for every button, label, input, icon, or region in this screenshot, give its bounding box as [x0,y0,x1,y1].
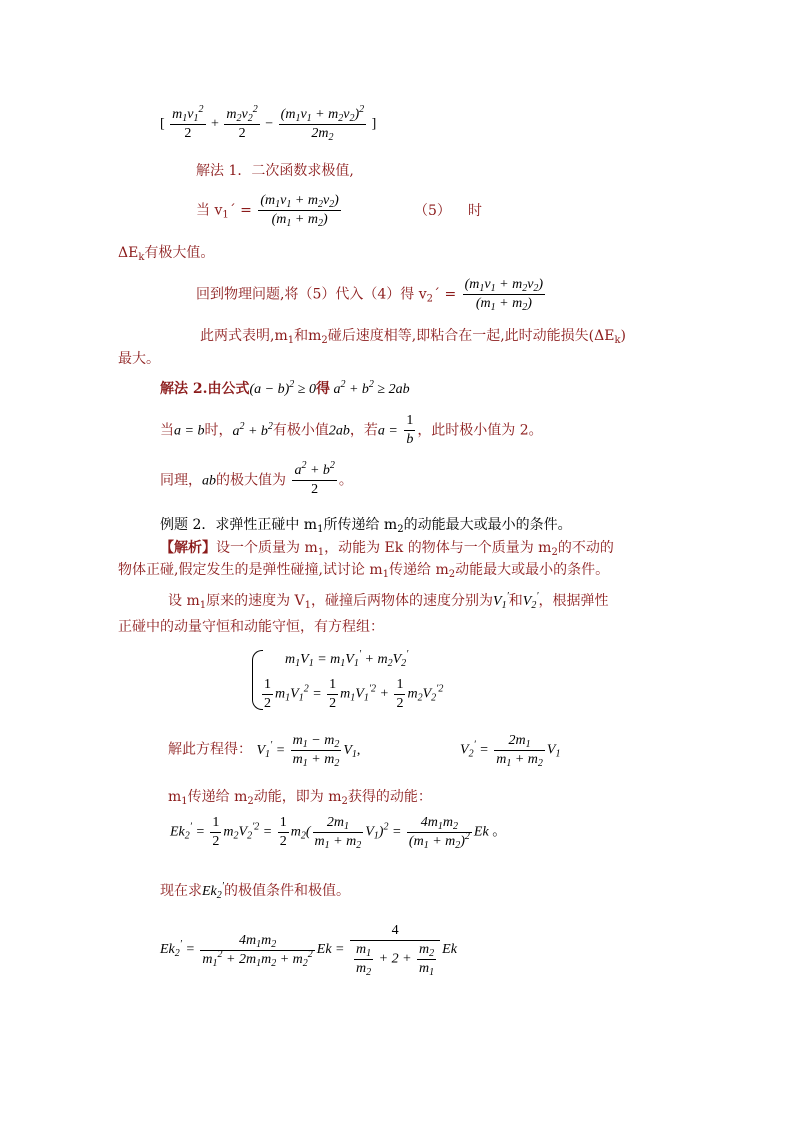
solve-text: 解此方程得： [168,741,252,758]
when-ab-mid: 时， [204,422,233,439]
set-v1-line: 设 $m_1$原来的速度为 $V_1$，碰撞后两物体的速度分别为$V_1'$和$V_2'$，根据弹性 [168,591,609,611]
transfer-line: $m_1$传递给 $m_2$动能，即为 $m_2$获得的动能： [168,789,432,807]
when-ab-end: ，此时极小值为 2。 [417,422,543,439]
these-two-a: 此两式表明,m [200,328,288,344]
example2-line: 例题 2．求弹性正碰中 $m_1$所传递给 $m_2$的动能最大或最小的条件。 [160,517,572,535]
method2-title: 解法 2.由公式 [160,381,250,397]
these-two-d: ) [620,328,626,344]
ek2-extremum-equation: $Ek_2'$ = $\frac{4m_1m_2}{m_1^2 + 2m_1m_2 + m_2^2}$ Ek = 4 $\frac{m_1}{m_2}$ + 2 + $\frac{m_2}{m_1}$ Ek [160,923,457,978]
analysis-1c: 的不动的 [557,540,614,556]
when-v1-line: 当 $v_1´$ = $\frac{(m_1v_1 + m_2v_2)}{(m_1 + m_2)}$ [196,193,339,229]
similarly-line: 同理，ab的极大值为 $\frac{a^2 + b^2}{2}$ 。 [160,460,353,497]
energy-equation: $\frac{1}{2}$ $m_1V_1^2$ = $\frac{1}{2}$ $m_1V_1^{'2}$ + $\frac{1}{2}$ $m_2V_2^{'2}$ [264,677,444,711]
eq5-when: 时 [468,203,482,219]
v2-prime-solution: $V_2'$ = $\frac{2m_1}{m_1 + m_2}$ $V_1$ [460,733,561,769]
now-find-b: 的极值条件和极值。 [223,883,350,899]
set-v1-e: ，根据弹性 [538,593,609,609]
set-v1-line2: 正碰中的动量守恒和动能守恒，有方程组： [118,619,384,635]
now-find-a: 现在求 [160,883,202,899]
now-find-line: 现在求$Ek_2'$的极值条件和极值。 [160,881,350,901]
method1-title: 解法 1．二次函数求极值, [196,163,354,179]
transfer-a: m [168,789,182,805]
eq5-label: （5） [414,203,451,219]
transfer-d: 获得的动能： [347,789,432,805]
these-two-c: 碰后速度相等,即粘合在一起,此时动能损失(ΔE [327,328,615,344]
method2-line: 解法 2.由公式$(a - b)^2 \ge 0$得 $a^2 + b^2 \ge 2ab$ [160,379,410,397]
set-v1-d: 和 [508,593,523,609]
analysis-1b: ，动能为 Ek 的物体与一个质量为 m [324,540,552,556]
max-text: 最大。 [118,351,160,367]
set-v1-a: 设 m [168,593,200,609]
delta-ek-max: 有极大值。 [144,245,215,261]
analysis-tag: 【解析】 [160,540,216,556]
similarly-end: 。 [338,472,353,489]
when-v1-prefix: 当 v [196,202,223,219]
set-v1-c: ，碰撞后两物体的速度分别为 [311,593,494,609]
similarly: 同理， [160,472,202,489]
example2-b: 所传递给 m [323,517,398,533]
analysis-2a: 物体正碰,假定发生的是弹性碰撞,试讨论 m [118,562,383,578]
analysis-2b: 传递给 m [389,562,449,578]
momentum-equation: $m_1V_1 = m_1V_1' + m_2V_2'$ [285,649,409,669]
method2-get: 得 [315,381,330,397]
similarly-mid: 的极大值为 [216,472,286,489]
analysis-2c: 动能最大或最小的条件。 [455,562,610,578]
analysis-line1: 【解析】设一个质量为 $m_1$，动能为 Ek 的物体与一个质量为 $m_2$的不动的 [160,540,614,558]
when-ab-min: 有极小值 [272,422,329,439]
set-v1-b: 原来的速度为 V [206,593,305,609]
example2-c: 的动能最大或最小的条件。 [403,517,572,533]
these-two-line: 此两式表明$,m_1$和$m_2$碰后速度相等,即粘合在一起,此时动能损失$(\Delta E_k)$ [200,328,626,346]
these-two-b: 和m [294,328,322,344]
when-v1-mid: ´ = [228,202,252,219]
ek2-equation: $Ek_2'$ = $\frac{1}{2}$ $m_2V_2^{'2}$ = $\frac{1}{2}$ $m_2$( $\frac{2m_1}{m_1 + m_2}$ $V_1)^2$ = $\frac{4m_1m_2}{(m_1 + m_2)^2}$ Ek 。 [170,815,507,851]
example2-a: 例题 2．求弹性正碰中 m [160,517,318,533]
analysis-line2: 物体正碰,假定发生的是弹性碰撞,试讨论 $m_1$传递给 $m_2$动能最大或最小的条件。 [118,562,610,580]
bracket-expression: [ $\frac{m_1v_1^2}{2}$ + $\frac{m_2v_2^2}{2}$ − $\frac{(m_1v_1 + m_2v_2)^2}{2m_2}$ ] [160,104,377,143]
transfer-b: 传递给 m [187,789,248,805]
delta-ek-line: $\Delta E_k$有极大值。 [118,245,215,263]
when-ab-line: 当a = b时，$a^2 + b^2$有极小值2ab，若a = $\frac{1}{b}$ ，此时极小值为 2。 [160,413,543,447]
when-ab-if: ，若 [349,422,378,439]
back-to-physics: 回到物理问题,将（5）代入（4）得 v [196,286,427,303]
solve-line: 解此方程得： $V_1'$ = $\frac{m_1 - m_2}{m_1 + m_2}$ $V_1$, [168,733,361,769]
when-ab-prefix: 当 [160,422,174,439]
back-to-physics-line: 回到物理问题,将（5）代入（4）得 $v_2´$ = $\frac{(m_1v_1 + m_2v_2)}{(m_1 + m_2)}$ [196,277,544,313]
transfer-c: 动能，即为 m [253,789,342,805]
analysis-1a: 设一个质量为 m [216,540,318,556]
